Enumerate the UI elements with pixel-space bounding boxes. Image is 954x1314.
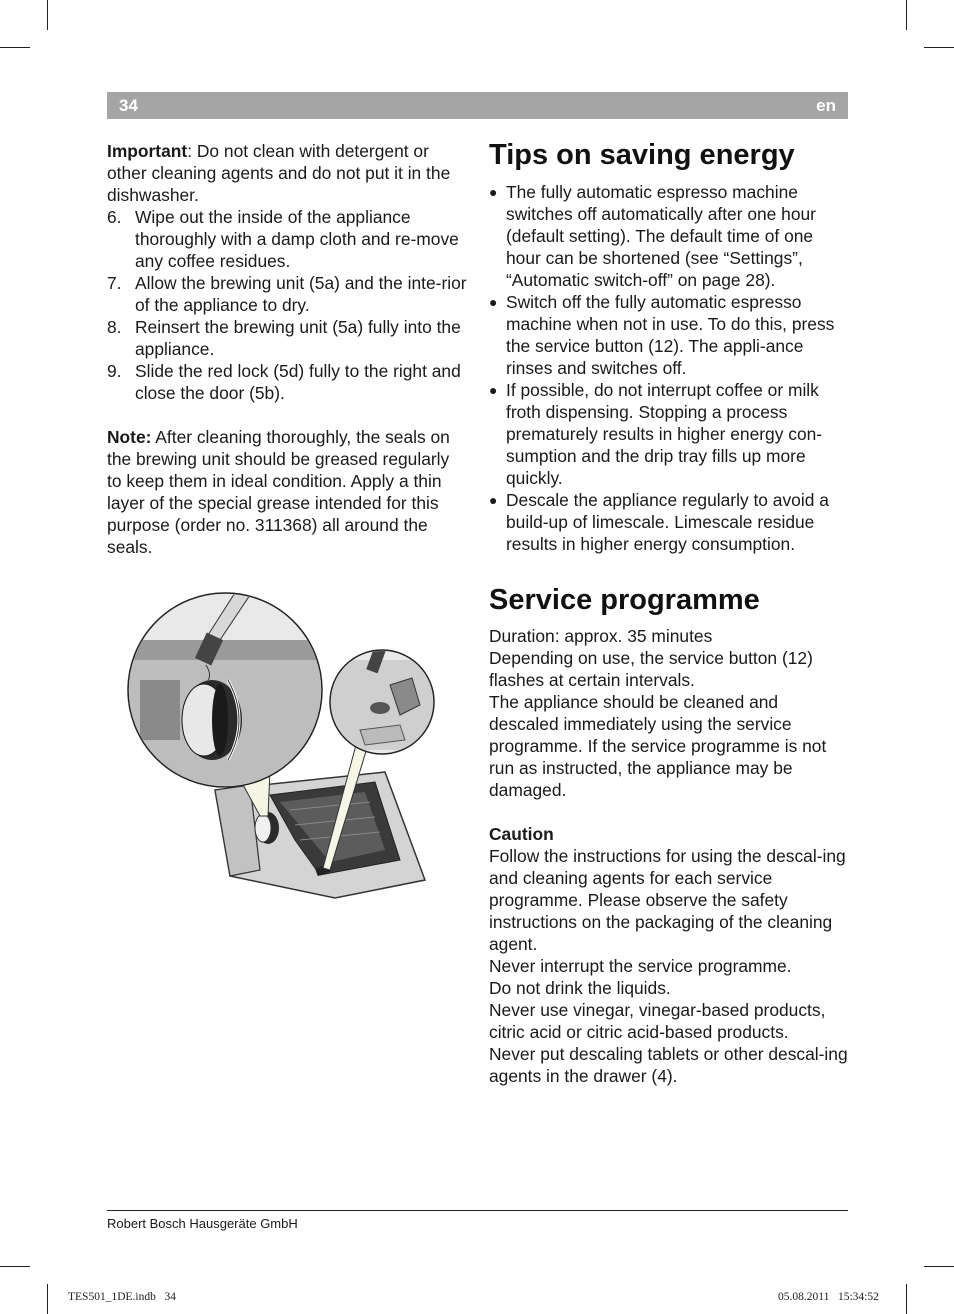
important-text: : Do not clean with detergent or other cleaning agents and do not put it in the dishwasher. bbox=[107, 141, 451, 205]
caution-line: Never put descaling tablets or other descal-ing agents in the drawer (4). bbox=[489, 1044, 848, 1086]
cleaning-steps-list bbox=[107, 206, 467, 404]
crop-mark bbox=[906, 0, 907, 30]
footer-company: Robert Bosch Hausgeräte GmbH bbox=[107, 1216, 298, 1231]
caution-line: Follow the instructions for using the descal-ing and cleaning agents for each service programme. Please observe the safety instructions on the packaging of the cleaning agent. bbox=[489, 846, 846, 954]
crop-mark bbox=[906, 1284, 907, 1314]
service-duration: Duration: approx. 35 minutes bbox=[489, 626, 713, 646]
caution-line: Do not drink the liquids. bbox=[489, 978, 671, 998]
bullet-icon: ● bbox=[489, 382, 498, 398]
brewing-unit-grease-illustration bbox=[120, 580, 440, 905]
service-heading: Service programme bbox=[489, 584, 760, 616]
crop-mark bbox=[0, 1266, 30, 1267]
step-number: 6. bbox=[107, 207, 122, 227]
list-item bbox=[107, 272, 467, 316]
footer-rule bbox=[107, 1210, 848, 1211]
list-item bbox=[489, 291, 851, 379]
step-number: 7. bbox=[107, 273, 122, 293]
print-slug-timestamp: 05.08.2011 15:34:52 bbox=[778, 1291, 879, 1303]
list-item bbox=[489, 379, 851, 489]
caution-line: Never use vinegar, vinegar-based products, citric acid or citric acid-based products. bbox=[489, 1000, 826, 1042]
language-code: en bbox=[816, 96, 836, 115]
service-paragraph-1: Depending on use, the service button (12) flashes at certain intervals. bbox=[489, 648, 813, 690]
list-item bbox=[107, 206, 467, 272]
print-slug-file: TES501_1DE.indb 34 bbox=[68, 1291, 176, 1303]
seal-closeup-circle bbox=[120, 580, 340, 800]
crop-mark bbox=[924, 1266, 954, 1267]
bullet-icon: ● bbox=[489, 184, 498, 200]
list-item bbox=[107, 316, 467, 360]
bullet-icon: ● bbox=[489, 492, 498, 508]
step-number: 9. bbox=[107, 361, 122, 381]
caution-line: Never interrupt the service programme. bbox=[489, 956, 792, 976]
energy-tips-list bbox=[489, 181, 851, 555]
note-text: After cleaning thoroughly, the seals on the brewing unit should be greased regularly to keep them in ideal condition. Apply a thin layer of the special grease intended for this purpose (order no. 311368) all around the seals. bbox=[107, 427, 450, 557]
bullet-icon: ● bbox=[489, 294, 498, 310]
tip-text: If possible, do not interrupt coffee or milk froth dispensing. Stopping a process prematurely results in higher energy con-sumption and the drip tray fills up more quickly. bbox=[506, 380, 823, 488]
tip-text: Switch off the fully automatic espresso machine when not in use. To do this, press the service button (12). The appli-ance rinses and switches off. bbox=[506, 292, 835, 378]
step-text: Allow the brewing unit (5a) and the inte-rior of the appliance to dry. bbox=[135, 273, 467, 315]
page-number: 34 bbox=[119, 96, 138, 115]
note-paragraph bbox=[107, 426, 467, 558]
crop-mark bbox=[924, 47, 954, 48]
step-text: Slide the red lock (5d) fully to the right and close the door (5b). bbox=[135, 361, 461, 403]
tube-closeup-circle bbox=[330, 647, 440, 754]
list-item bbox=[107, 360, 467, 404]
crop-mark bbox=[0, 47, 30, 48]
caution-heading bbox=[489, 823, 851, 845]
step-number: 8. bbox=[107, 317, 122, 337]
left-column bbox=[107, 140, 467, 558]
crop-mark bbox=[47, 1284, 48, 1314]
right-column bbox=[489, 138, 851, 1087]
tips-heading: Tips on saving energy bbox=[489, 139, 795, 171]
tip-text: The fully automatic espresso machine switches off automatically after one hour (default setting). The default time of one hour can be shortened (see “Settings”, “Automatic switch-off” on page 28). bbox=[506, 182, 816, 290]
service-paragraph-2: The appliance should be cleaned and descaled immediately using the service programme. If the service programme is not run as instructed, the appliance may be damaged. bbox=[489, 692, 827, 800]
caution-label: Caution bbox=[489, 824, 554, 844]
step-text: Wipe out the inside of the appliance thoroughly with a damp cloth and re-move any coffee residues. bbox=[135, 207, 459, 271]
list-item bbox=[489, 181, 851, 291]
tip-text: Descale the appliance regularly to avoid a build-up of limescale. Limescale residue results in higher energy consumption. bbox=[506, 490, 829, 554]
page-header-bar bbox=[107, 92, 848, 119]
crop-mark bbox=[47, 0, 48, 30]
important-paragraph bbox=[107, 140, 467, 206]
important-label: Important bbox=[107, 141, 188, 161]
note-label: Note: bbox=[107, 427, 152, 447]
list-item bbox=[489, 489, 851, 555]
step-text: Reinsert the brewing unit (5a) fully into the appliance. bbox=[135, 317, 461, 359]
